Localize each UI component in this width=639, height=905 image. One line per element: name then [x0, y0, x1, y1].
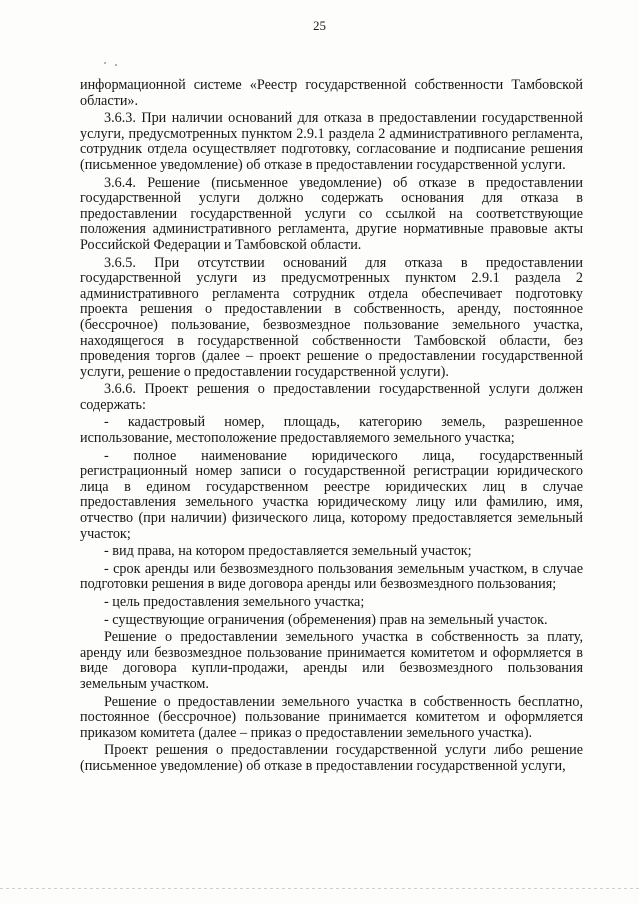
paragraph-3-6-3: 3.6.3. При наличии оснований для отказа в предоставлении государственной услуги, предусмотренных пунктом 2.9.1 раздела 2 административного регламента, сотрудник отдела осуществляет подготовку, согласование и подписание решения (письменное уведомление) об отказе в предоставлении государственной услуги. [80, 110, 583, 173]
list-item: - полное наименование юридического лица, государственный регистрационный номер записи о государственной регистрации юридического лица в едином государственном реестре юридических лиц в случае предоставления земельного участка юридическому лицу или фамилию, имя, отчество (при наличии) физического лица, которому предоставляется земельный участок; [80, 447, 583, 542]
scan-edge-line [0, 888, 639, 889]
paragraph: информационной системе «Реестр государственной собственности Тамбовской области». [80, 77, 583, 109]
paragraph: Решение о предоставлении земельного участка в собственность бесплатно, постоянное (бессрочное) пользование принимается комитетом и оформляется приказом комитета (далее – приказ о предоставлении земельного участка). [80, 693, 583, 741]
list-item: - существующие ограничения (обременения) прав на земельный участок. [104, 611, 548, 628]
body-text [80, 78, 583, 777]
scan-speck [104, 62, 106, 64]
paragraph: Решение о предоставлении земельного участка в собственность за плату, аренду или безвозмездное пользование принимается комитетом и оформляется в виде договора купли-продажи, аренды или безвозмездного пользования земельным участком. [80, 629, 583, 692]
list-item: - срок аренды или безвозмездного пользования земельным участком, в случае подготовки решения в виде договора аренды или безвозмездного пользования; [80, 560, 583, 593]
paragraph-3-6-5: 3.6.5. При отсутствии оснований для отказа в предоставлении государственной услуги из предусмотренных пунктом 2.9.1 раздела 2 административного регламента сотрудник отдела обеспечивает подготовку проекта решения о предоставлении в собственность, аренду, постоянное (бессрочное) пользование, безвозмездное пользование земельного участка, находящегося в государственной собственности Тамбовской области, без проведения торгов (далее – проект решение о предоставлении государственной услуги, решение о предоставлении государственной услуги). [80, 254, 583, 380]
paragraph: Проект решения о предоставлении государственной услуги либо решение (письменное уведомление) об отказе в предоставлении государственной услуги, [80, 742, 583, 774]
list-item: - вид права, на котором предоставляется земельный участок; [104, 543, 472, 560]
scan-speck [115, 64, 117, 66]
paragraph-3-6-4: 3.6.4. Решение (письменное уведомление) об отказе в предоставлении государственной услуги должно содержать основания для отказа в предоставлении государственной услуги со ссылкой на соответствующие положения административного регламента, другие нормативные правовые акты Российской Федерации и Тамбовской области. [80, 174, 583, 253]
list-item: - цель предоставления земельного участка; [104, 594, 365, 610]
list-item: - кадастровый номер, площадь, категорию земель, разрешенное использование, местоположение предоставляемого земельного участка; [80, 414, 583, 447]
paragraph-3-6-6: 3.6.6. Проект решения о предоставлении государственной услуги должен содержать: [80, 381, 583, 413]
page-number: 25 [313, 18, 326, 33]
